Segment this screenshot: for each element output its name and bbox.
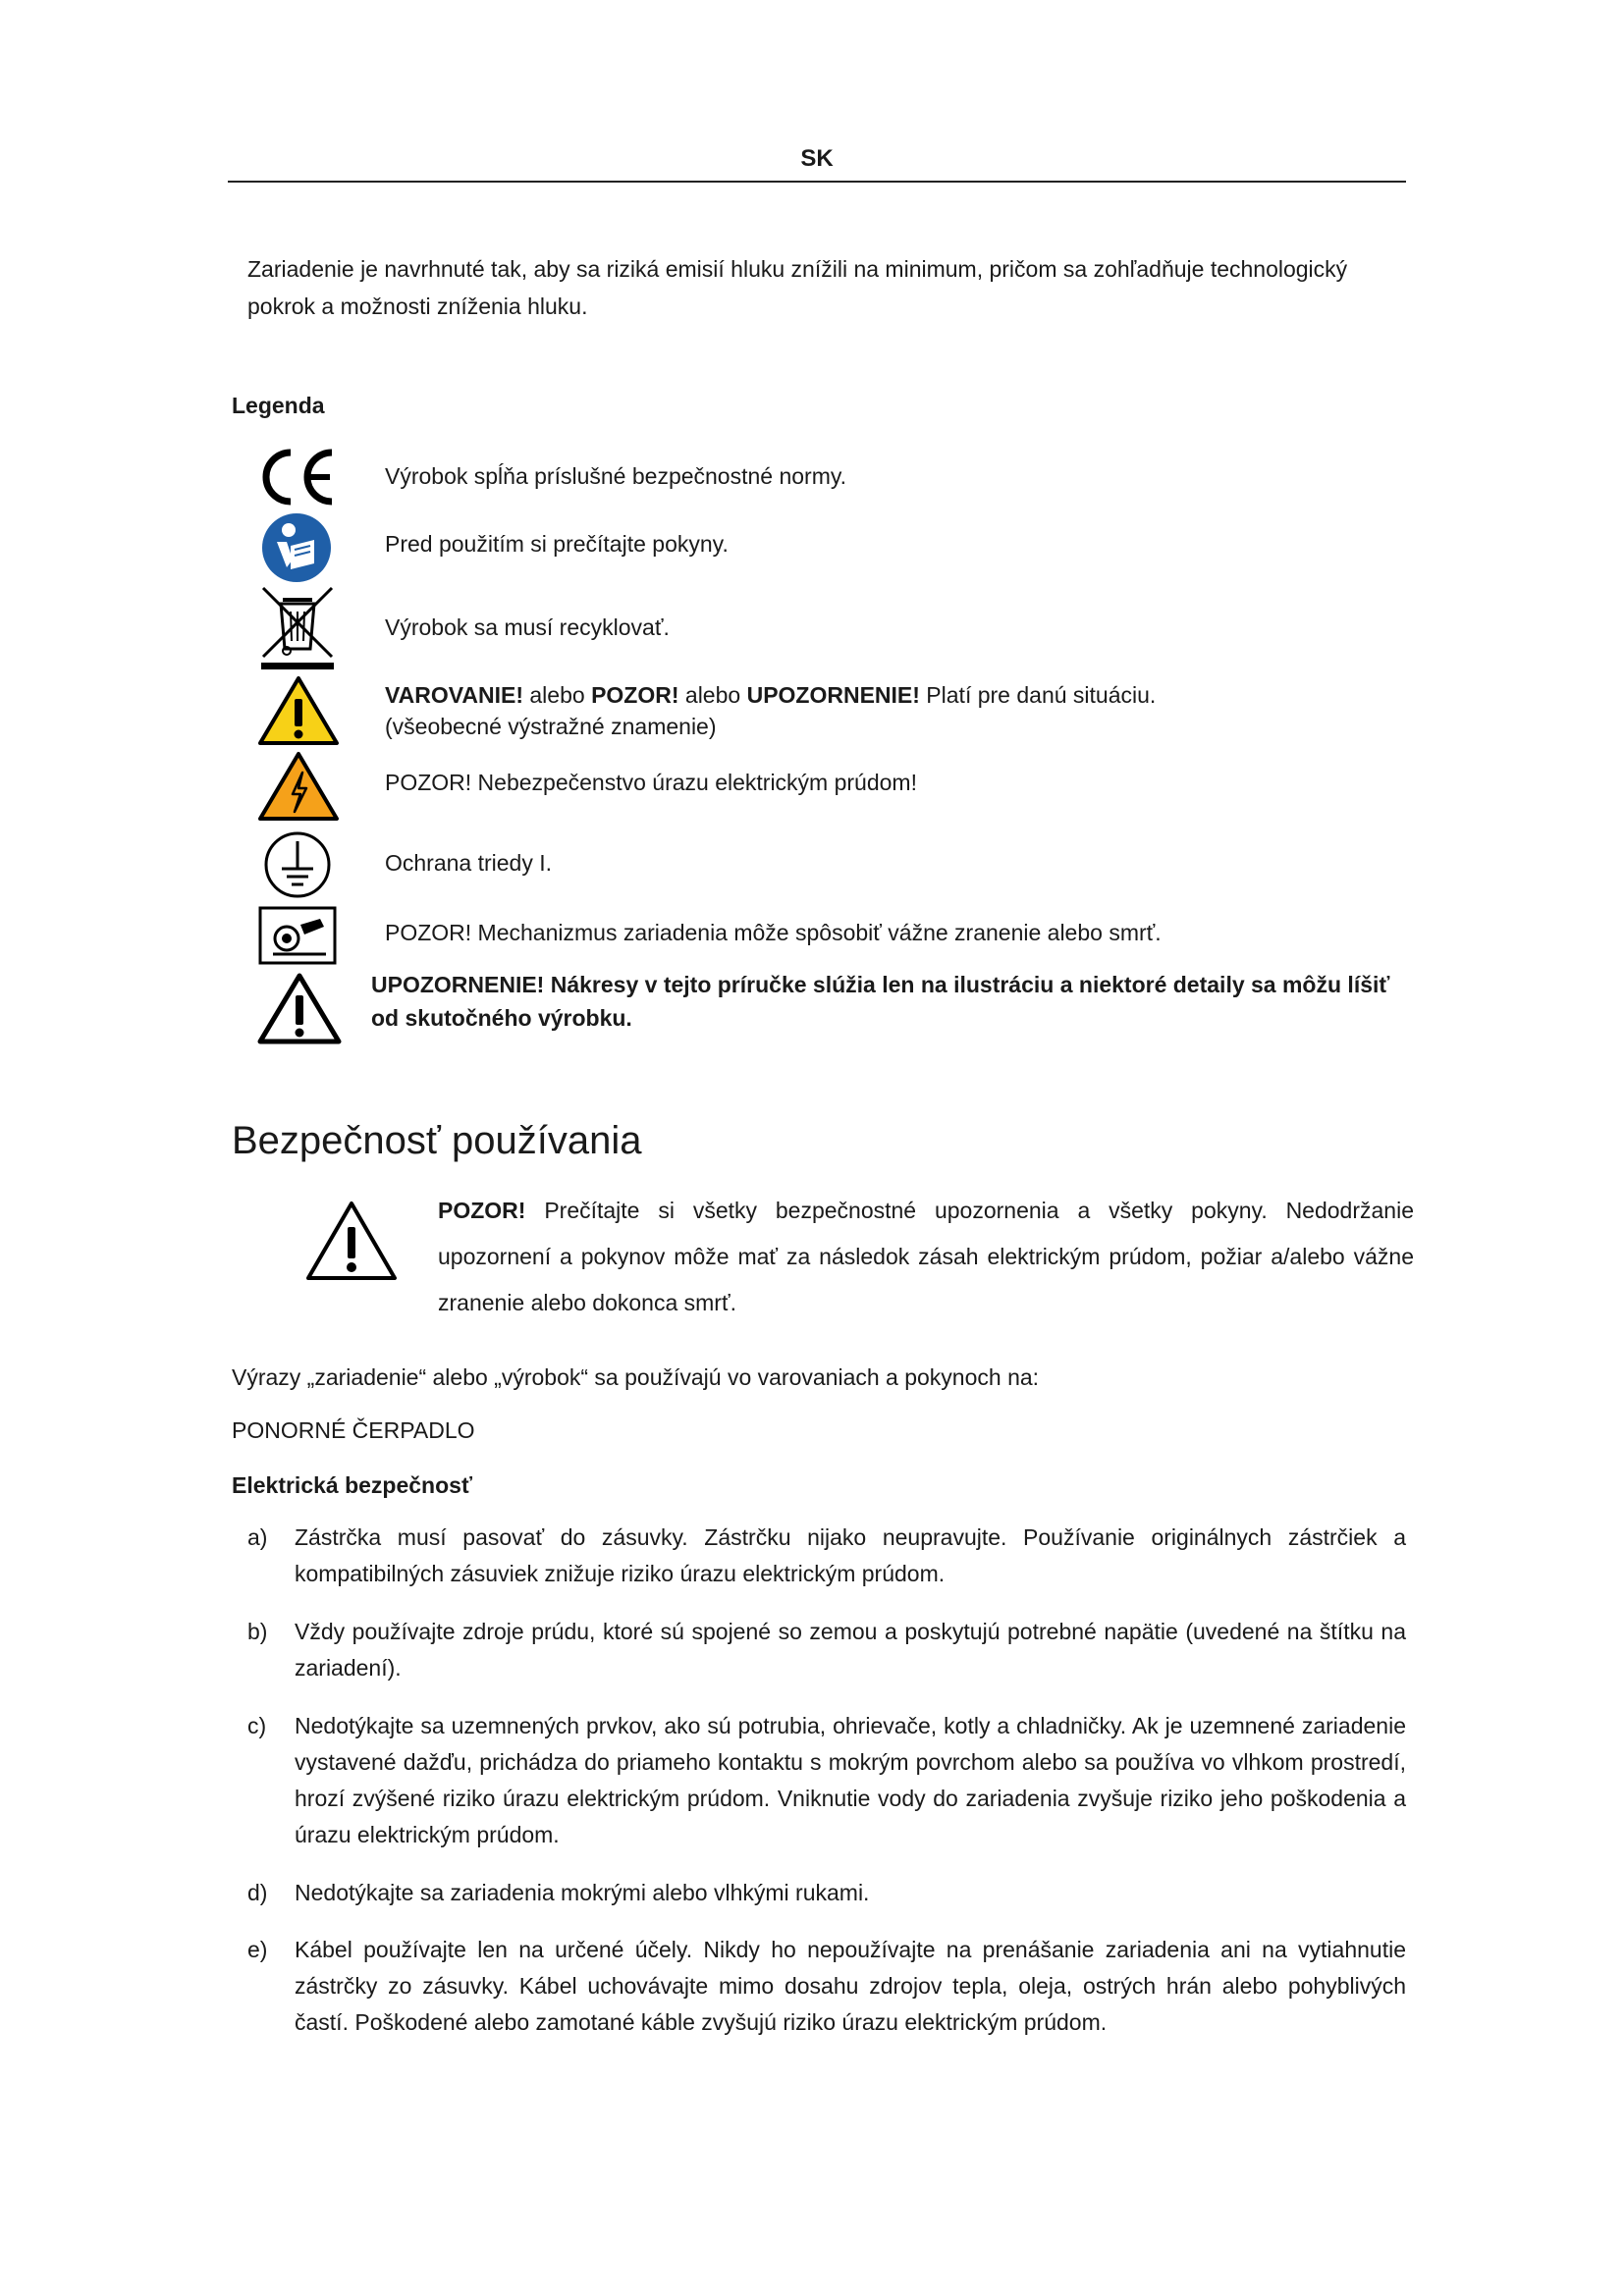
section-title-safety: Bezpečnosť používania <box>232 1119 642 1162</box>
product-name: PONORNÉ ČERPADLO <box>232 1417 475 1443</box>
legend-text-warning: VAROVANIE! alebo POZOR! alebo UPOZORNENIE! Platí pre danú situáciu. (všeobecné výstražné znamenie) <box>385 682 1157 739</box>
legend-text-notice: UPOZORNENIE! Nákresy v tejto príručke slúžia len na ilustráciu a niektoré detaily sa môžu líšiť od skutočného výrobku. <box>371 972 1390 1031</box>
legend-text-ground: Ochrana triedy I. <box>385 850 553 876</box>
notice-warning-icon <box>257 972 342 1044</box>
wheelie-bin-crossed-icon <box>257 584 338 670</box>
general-warning-icon <box>257 675 340 746</box>
legend-text-mechanism: POZOR! Mechanizmus zariadenia môže spôsobiť vážne zranenie alebo smrť. <box>385 920 1162 945</box>
language-code: SK <box>800 145 834 172</box>
legend-text-manual: Pred použitím si prečítajte pokyny. <box>385 531 729 557</box>
legend-text-electric: POZOR! Nebezpečenstvo úrazu elektrickým prúdom! <box>385 770 917 795</box>
protective-earth-icon <box>257 829 338 900</box>
terms-paragraph: Výrazy „zariadenie“ alebo „výrobok“ sa používajú vo varovaniach a pokynoch na: <box>232 1364 1040 1390</box>
electric-shock-warning-icon <box>257 751 340 822</box>
legend-title: Legenda <box>232 393 325 418</box>
safety-warning-text: POZOR! Prečítajte si všetky bezpečnostné upozornenia a všetky pokyny. Nedodržanie upozornení a pokynov môže mať za následok zásah elektrickým prúdom, požiar a/alebo vážne zranenie alebo dokonca smrť. <box>438 1198 1414 1315</box>
ce-mark-icon <box>257 447 338 507</box>
intro-paragraph: Zariadenie je navrhnuté tak, aby sa riziká emisií hluku znížili na minimum, pričom sa zohľadňuje technologický pokrok a možnosti zníženia hluku. <box>247 256 1348 319</box>
legend-text-recycle: Výrobok sa musí recyklovať. <box>385 614 670 640</box>
page-header <box>228 137 1406 183</box>
legend-text-ce: Výrobok spĺňa príslušné bezpečnostné normy. <box>385 463 847 489</box>
rotating-mechanism-warning-icon <box>257 905 338 966</box>
warning-triangle-icon <box>304 1200 399 1282</box>
read-manual-icon <box>257 512 336 583</box>
electrical-safety-title: Elektrická bezpečnosť <box>232 1472 472 1498</box>
